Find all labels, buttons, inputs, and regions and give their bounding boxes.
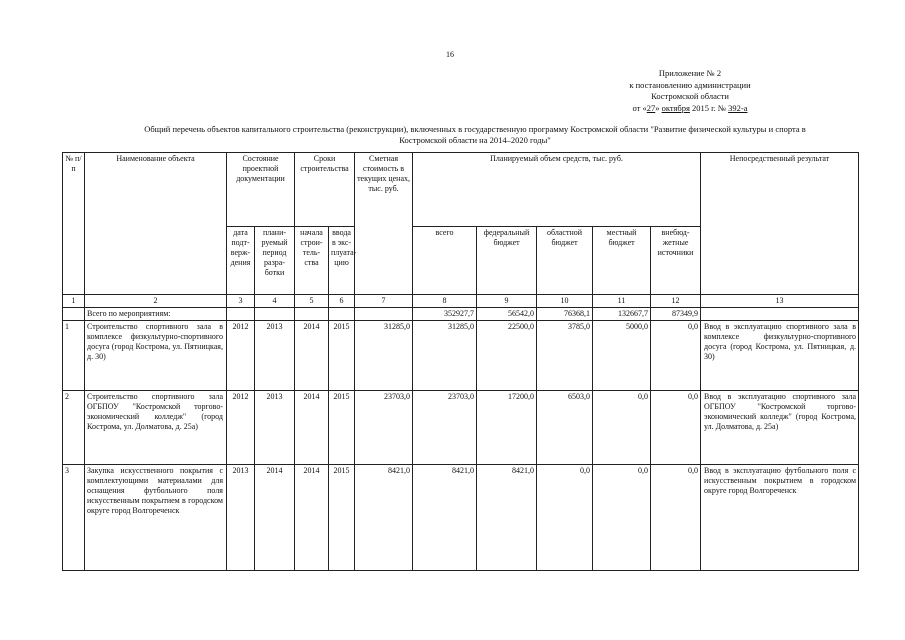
totals-regional: 76368,1 — [537, 308, 593, 321]
row-extra: 0,0 — [651, 465, 701, 571]
row-federal: 17200,0 — [477, 391, 537, 465]
objects-table — [62, 152, 859, 571]
col-number: 5 — [295, 295, 329, 308]
title-line1: Общий перечень объектов капитального строительства (реконструкции), включенных в государственную программу Костромской области "Развитие физической культуры и спорта в — [144, 124, 806, 134]
date-month: октября — [661, 102, 690, 113]
document-title — [90, 124, 860, 146]
col-number: 10 — [537, 295, 593, 308]
header-regional: областной бюджет — [537, 227, 593, 295]
row-result: Ввод в эксплуатацию спортивного зала в комплексе физкультурно-спортивного досуга (город Кострома, ул. Пятницкая, д. 30) — [701, 321, 859, 391]
appendix-line1: Приложение № 2 — [658, 68, 722, 78]
row-name: Закупка искусственного покрытия с комплектующими материалами для оснащения футбольного поля искусственным покрытием в городском округе город Волгореченск — [85, 465, 227, 571]
header-row-1 — [63, 153, 859, 227]
row-local: 0,0 — [593, 391, 651, 465]
col-number: 1 — [63, 295, 85, 308]
appendix-line2: к постановлению администрации — [629, 79, 751, 90]
row-dev: 2013 — [255, 391, 295, 465]
header-planned: Планируемый объем средств, тыс. руб. — [413, 153, 701, 227]
row-extra: 0,0 — [651, 321, 701, 391]
row-name: Строительство спортивного зала ОГБПОУ "Костромской торгово-экономический колледж" (город Кострома, ул. Долматова, д. 25а) — [85, 391, 227, 465]
col-number: 13 — [701, 295, 859, 308]
totals-local: 132667,7 — [593, 308, 651, 321]
col-number: 12 — [651, 295, 701, 308]
col-number: 11 — [593, 295, 651, 308]
header-design-docs: Состояние проектной документации — [227, 153, 295, 227]
row-approval: 2012 — [227, 391, 255, 465]
header-estimate: Сметная стоимость в текущих ценах, тыс. руб. — [355, 153, 413, 295]
header-name: Наименование объекта — [85, 153, 227, 295]
col-number: 4 — [255, 295, 295, 308]
row-num: 3 — [63, 465, 85, 571]
header-approval-date: дата подт-верж-дения — [227, 227, 255, 295]
col-number: 9 — [477, 295, 537, 308]
totals-label: Всего по мероприятиям: — [85, 308, 227, 321]
date-suffix: 2015 г. № — [689, 102, 729, 113]
title-line2: Костромской области на 2014–2020 годы" — [399, 135, 551, 145]
row-num: 1 — [63, 321, 85, 391]
header-federal: федеральный бюджет — [477, 227, 537, 295]
row-estimate: 31285,0 — [355, 321, 413, 391]
row-commission: 2015 — [329, 391, 355, 465]
row-start: 2014 — [295, 391, 329, 465]
totals-row — [63, 308, 859, 321]
table-row — [63, 465, 859, 571]
row-approval: 2012 — [227, 321, 255, 391]
totals-total: 352927,7 — [413, 308, 477, 321]
header-num: № п/п — [63, 153, 85, 295]
row-total: 31285,0 — [413, 321, 477, 391]
row-regional: 6503,0 — [537, 391, 593, 465]
appendix-line3: Костромской области — [651, 91, 729, 101]
row-estimate: 8421,0 — [355, 465, 413, 571]
table-row — [63, 321, 859, 391]
header-planned-dev: плани-руемый период разра-ботки — [255, 227, 295, 295]
row-name: Строительство спортивного зала в комплексе физкультурно-спортивного досуга (город Кострома, ул. Пятницкая, д. 30) — [85, 321, 227, 391]
row-extra: 0,0 — [651, 391, 701, 465]
col-number: 7 — [355, 295, 413, 308]
header-extra: внебюд-жетные источники — [651, 227, 701, 295]
row-total: 23703,0 — [413, 391, 477, 465]
header-total: всего — [413, 227, 477, 295]
totals-federal: 56542,0 — [477, 308, 537, 321]
page-number: 16 — [446, 50, 454, 59]
resolution-number: 392-а — [728, 102, 748, 113]
date-day: 27 — [646, 102, 656, 113]
row-start: 2014 — [295, 321, 329, 391]
row-num: 2 — [63, 391, 85, 465]
appendix-block — [600, 68, 780, 114]
row-result: Ввод в эксплуатацию спортивного зала ОГБПОУ "Костромской торгово-экономический колледж" (город Кострома, ул. Долматова, д. 25а) — [701, 391, 859, 465]
header-local: местный бюджет — [593, 227, 651, 295]
row-approval: 2013 — [227, 465, 255, 571]
appendix-date-line — [600, 103, 780, 115]
row-dev: 2013 — [255, 321, 295, 391]
header-commission: ввода в экс-плуата-цию — [329, 227, 355, 295]
date-prefix: от « — [632, 102, 647, 113]
row-federal: 22500,0 — [477, 321, 537, 391]
column-numbers-row — [63, 295, 859, 308]
col-number: 3 — [227, 295, 255, 308]
row-result: Ввод в эксплуатацию футбольного поля с искусственным покрытием в городском округе город Волгореченск — [701, 465, 859, 571]
row-total: 8421,0 — [413, 465, 477, 571]
row-commission: 2015 — [329, 465, 355, 571]
col-number: 2 — [85, 295, 227, 308]
row-commission: 2015 — [329, 321, 355, 391]
row-local: 5000,0 — [593, 321, 651, 391]
col-number: 6 — [329, 295, 355, 308]
row-local: 0,0 — [593, 465, 651, 571]
totals-extra: 87349,9 — [651, 308, 701, 321]
row-regional: 3785,0 — [537, 321, 593, 391]
row-start: 2014 — [295, 465, 329, 571]
header-terms: Сроки строительства — [295, 153, 355, 227]
header-result: Непосредственный результат — [701, 153, 859, 295]
row-regional: 0,0 — [537, 465, 593, 571]
row-estimate: 23703,0 — [355, 391, 413, 465]
row-federal: 8421,0 — [477, 465, 537, 571]
col-number: 8 — [413, 295, 477, 308]
date-mid: » — [655, 102, 662, 113]
table-row — [63, 391, 859, 465]
row-dev: 2014 — [255, 465, 295, 571]
header-start: начала строи-тель-ства — [295, 227, 329, 295]
